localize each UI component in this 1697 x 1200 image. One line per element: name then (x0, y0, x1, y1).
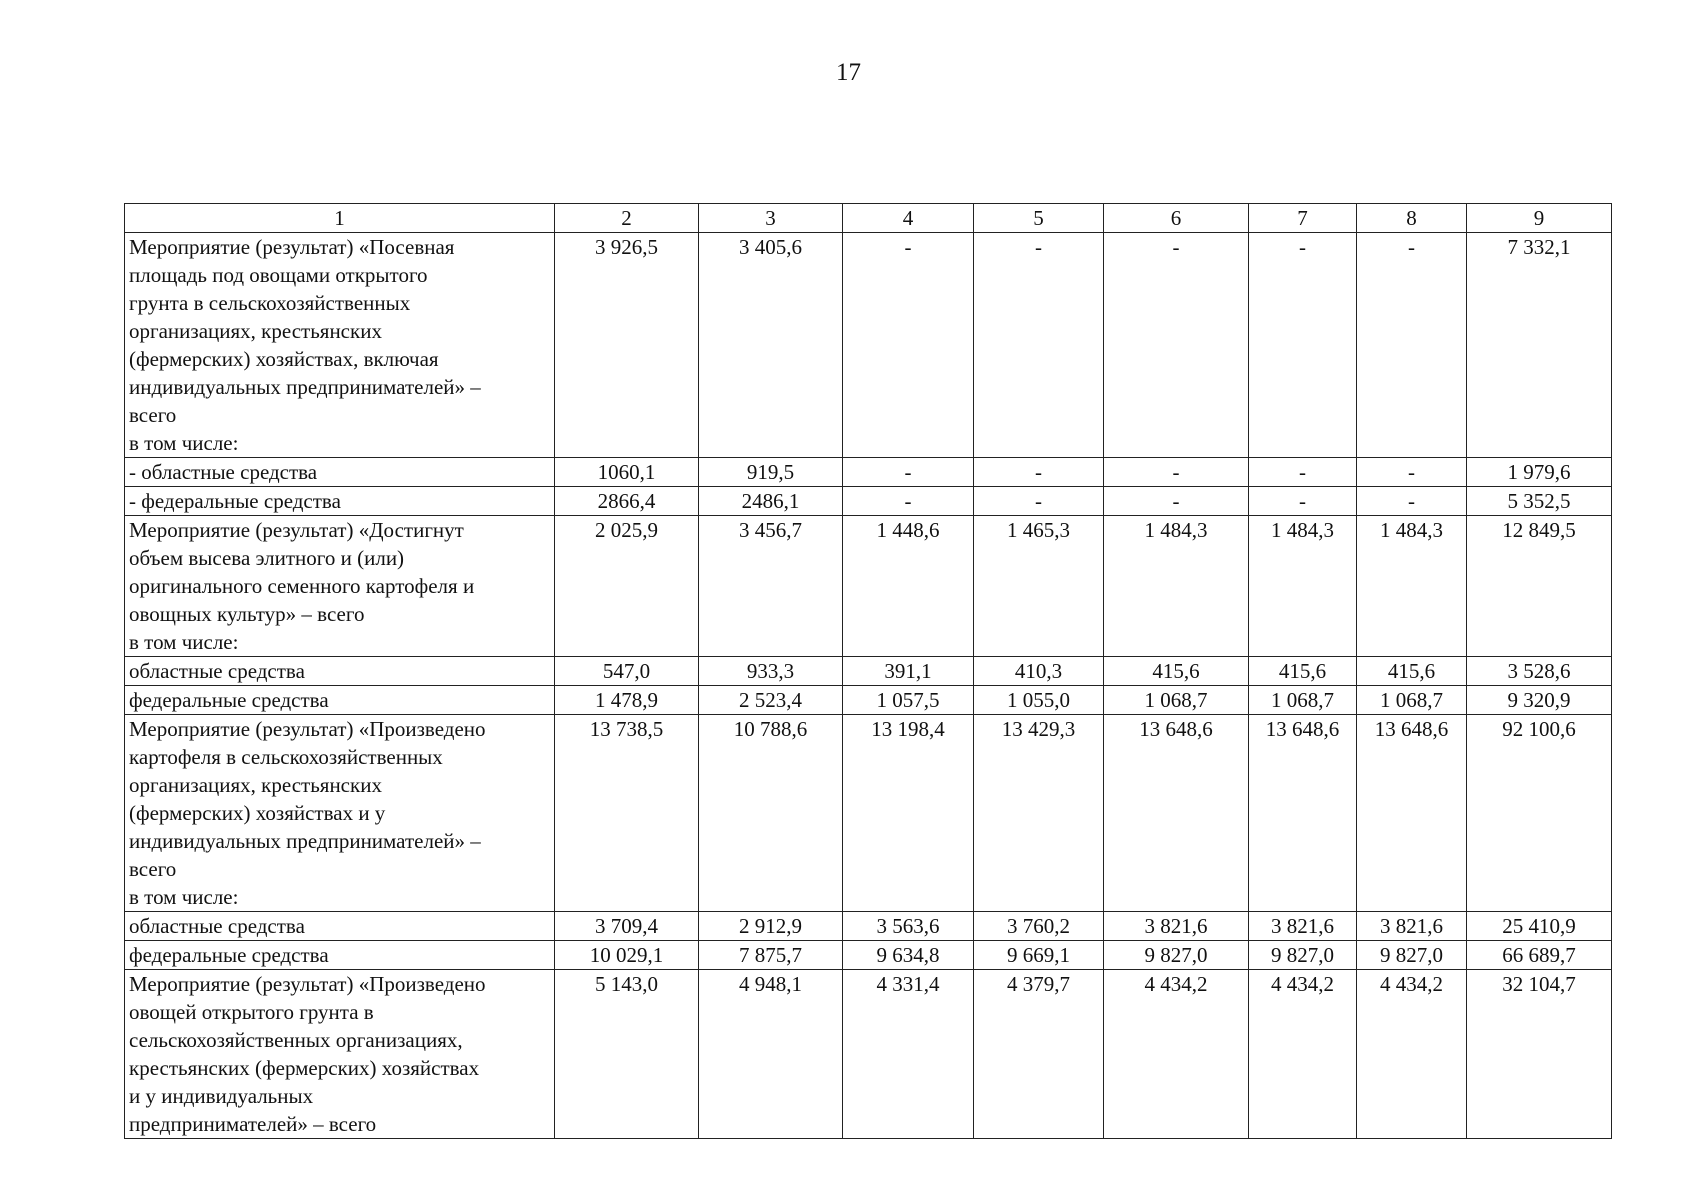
table-cell: 1 068,7 (1357, 686, 1467, 715)
table-cell: 13 429,3 (974, 715, 1104, 912)
table-row (125, 516, 1612, 657)
table-cell: 415,6 (1249, 657, 1357, 686)
table-cell: - (1104, 487, 1249, 516)
table-cell: 3 821,6 (1357, 912, 1467, 941)
table-cell: 1 465,3 (974, 516, 1104, 657)
table-cell: 4 331,4 (843, 970, 974, 1139)
column-header: 4 (843, 204, 974, 233)
table-cell: - (1104, 458, 1249, 487)
table-cell: 7 875,7 (699, 941, 843, 970)
row-label: Мероприятие (результат) «Посевная площадь под овощами открытого грунта в сельскохозяйственных организациях, крестьянских (фермерских) хозяйствах, включая индивидуальных предпринимателей» – всего в том числе: (125, 233, 555, 458)
row-label: - федеральные средства (125, 487, 555, 516)
table-cell: 1 484,3 (1104, 516, 1249, 657)
page-number: 17 (836, 59, 861, 86)
column-header: 3 (699, 204, 843, 233)
table-cell: - (1249, 487, 1357, 516)
table-cell: 1 068,7 (1104, 686, 1249, 715)
table-cell: 5 143,0 (555, 970, 699, 1139)
table-cell: - (1357, 233, 1467, 458)
table-cell: 3 528,6 (1467, 657, 1612, 686)
column-header: 9 (1467, 204, 1612, 233)
table-cell: - (1357, 487, 1467, 516)
table-row (125, 970, 1612, 1139)
table-cell: 1 068,7 (1249, 686, 1357, 715)
table-cell: 32 104,7 (1467, 970, 1612, 1139)
table-cell: 7 332,1 (1467, 233, 1612, 458)
table-cell: 1 979,6 (1467, 458, 1612, 487)
table-cell: - (1357, 458, 1467, 487)
table-cell: 3 821,6 (1104, 912, 1249, 941)
table-cell: 10 029,1 (555, 941, 699, 970)
table-cell: 9 827,0 (1357, 941, 1467, 970)
table-cell: 3 456,7 (699, 516, 843, 657)
table-cell: 1 484,3 (1357, 516, 1467, 657)
table-cell: 9 320,9 (1467, 686, 1612, 715)
table-row (125, 657, 1612, 686)
table-cell: 25 410,9 (1467, 912, 1612, 941)
column-header: 6 (1104, 204, 1249, 233)
table-cell: 3 760,2 (974, 912, 1104, 941)
table-cell: - (974, 458, 1104, 487)
column-header: 8 (1357, 204, 1467, 233)
table-cell: 4 948,1 (699, 970, 843, 1139)
table-cell: 415,6 (1357, 657, 1467, 686)
table-cell: - (974, 487, 1104, 516)
table-cell: 2 912,9 (699, 912, 843, 941)
table-cell: - (974, 233, 1104, 458)
table-cell: 4 434,2 (1357, 970, 1467, 1139)
table-cell: - (843, 233, 974, 458)
table-row (125, 233, 1612, 458)
table-cell: 13 648,6 (1249, 715, 1357, 912)
table-row (125, 686, 1612, 715)
table-cell: 2 025,9 (555, 516, 699, 657)
column-header: 2 (555, 204, 699, 233)
column-header: 5 (974, 204, 1104, 233)
table-cell: 12 849,5 (1467, 516, 1612, 657)
row-label: Мероприятие (результат) «Произведено картофеля в сельскохозяйственных организациях, крестьянских (фермерских) хозяйствах и у индивидуальных предпринимателей» – всего в том числе: (125, 715, 555, 912)
row-label: Мероприятие (результат) «Произведено овощей открытого грунта в сельскохозяйственных организациях, крестьянских (фермерских) хозяйствах и у индивидуальных предпринимателей» – всего (125, 970, 555, 1139)
table-cell: 2866,4 (555, 487, 699, 516)
table-cell: 2 523,4 (699, 686, 843, 715)
table-cell: 3 405,6 (699, 233, 843, 458)
table-cell: - (1249, 458, 1357, 487)
table-cell: - (1104, 233, 1249, 458)
column-header: 1 (125, 204, 555, 233)
table-cell: 4 434,2 (1104, 970, 1249, 1139)
table-cell: 3 563,6 (843, 912, 974, 941)
row-label: федеральные средства (125, 941, 555, 970)
table-cell: - (843, 487, 974, 516)
table-cell: 3 709,4 (555, 912, 699, 941)
table-cell: 1060,1 (555, 458, 699, 487)
row-label: федеральные средства (125, 686, 555, 715)
table-cell: 1 478,9 (555, 686, 699, 715)
table-cell: 4 379,7 (974, 970, 1104, 1139)
table-cell: 66 689,7 (1467, 941, 1612, 970)
table-cell: 1 057,5 (843, 686, 974, 715)
table-cell: 4 434,2 (1249, 970, 1357, 1139)
table-cell: 92 100,6 (1467, 715, 1612, 912)
table-cell: 410,3 (974, 657, 1104, 686)
table-cell: 5 352,5 (1467, 487, 1612, 516)
column-header: 7 (1249, 204, 1357, 233)
table-cell: 9 827,0 (1249, 941, 1357, 970)
table-cell: 9 669,1 (974, 941, 1104, 970)
row-label: Мероприятие (результат) «Достигнут объем высева элитного и (или) оригинального семенного картофеля и овощных культур» – всего в том числе: (125, 516, 555, 657)
table-cell: 1 484,3 (1249, 516, 1357, 657)
table-row (125, 912, 1612, 941)
row-label: областные средства (125, 657, 555, 686)
table-cell: 415,6 (1104, 657, 1249, 686)
table-cell: 3 821,6 (1249, 912, 1357, 941)
table-cell: 919,5 (699, 458, 843, 487)
budget-table-container (124, 203, 1611, 1139)
table-cell: 13 648,6 (1104, 715, 1249, 912)
table-cell: 9 827,0 (1104, 941, 1249, 970)
budget-table (124, 203, 1612, 1139)
table-cell: 3 926,5 (555, 233, 699, 458)
row-label: - областные средства (125, 458, 555, 487)
header-row (125, 204, 1612, 233)
table-cell: 933,3 (699, 657, 843, 686)
table-cell: 13 648,6 (1357, 715, 1467, 912)
table-row (125, 458, 1612, 487)
table-cell: 13 738,5 (555, 715, 699, 912)
table-cell: 547,0 (555, 657, 699, 686)
table-cell: 1 055,0 (974, 686, 1104, 715)
table-cell: 9 634,8 (843, 941, 974, 970)
row-label: областные средства (125, 912, 555, 941)
table-row (125, 715, 1612, 912)
table-cell: 1 448,6 (843, 516, 974, 657)
table-row (125, 487, 1612, 516)
table-cell: 391,1 (843, 657, 974, 686)
table-row (125, 941, 1612, 970)
table-cell: - (1249, 233, 1357, 458)
table-cell: 2486,1 (699, 487, 843, 516)
table-cell: - (843, 458, 974, 487)
table-cell: 10 788,6 (699, 715, 843, 912)
table-cell: 13 198,4 (843, 715, 974, 912)
